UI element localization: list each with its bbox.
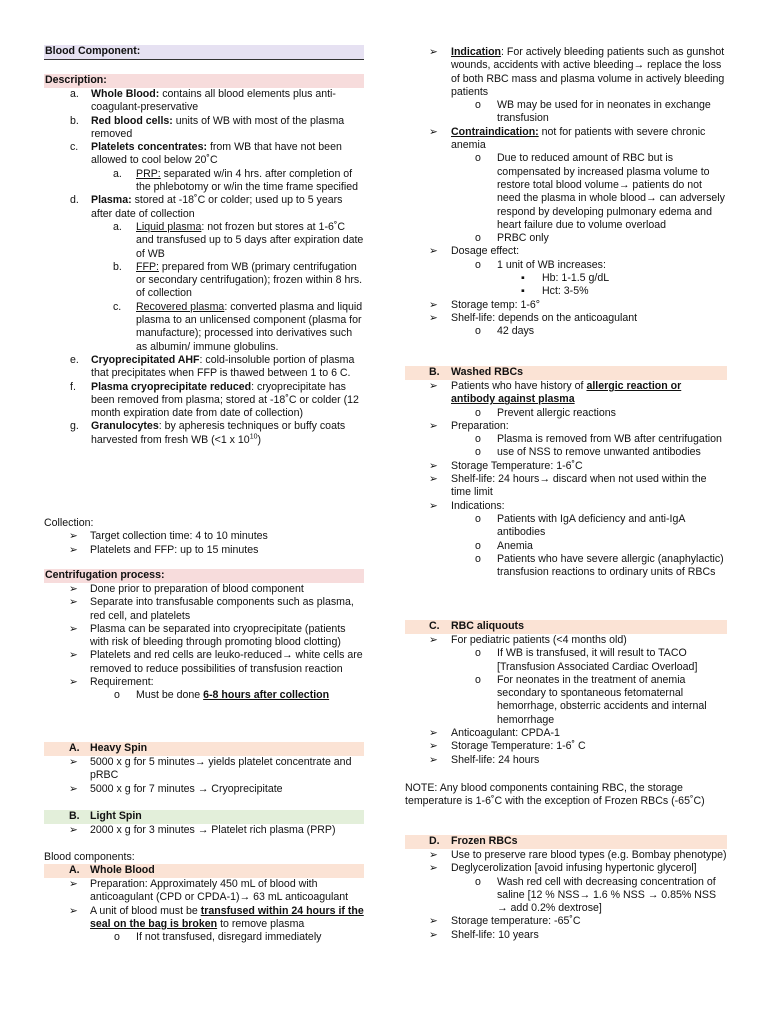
centrifugation-header: Centrifugation process:: [44, 569, 364, 583]
list-item: ➢ Target collection time: 4 to 10 minutes: [69, 530, 268, 543]
list-item: o If not transfused, disregard immediately: [114, 931, 322, 944]
list-item: o Must be done 6-8 hours after collection: [114, 689, 330, 702]
arrow-bullet-icon: ➢: [429, 419, 438, 432]
title: Blood Component:: [45, 45, 141, 57]
arrow-bullet-icon: ➢: [69, 596, 78, 609]
square-bullet-icon: ▪: [521, 272, 525, 285]
light-spin-header: B. Light Spin: [44, 810, 364, 824]
circle-bullet-icon: o: [475, 99, 481, 112]
circle-bullet-icon: o: [475, 875, 481, 888]
list-item: e. Cryoprecipitated AHF: cold-insoluble portion of plasma that precipitates when FFP is thawed between 1 to 6 C.: [70, 353, 355, 380]
circle-bullet-icon: o: [475, 673, 481, 686]
arrow-bullet-icon: ➢: [429, 727, 438, 740]
list-item: ➢ Shelf-life: depends on the anticoagulant: [429, 311, 638, 324]
list-item: ➢ Contraindication: not for patients with severe chronic anemia: [429, 125, 706, 152]
circle-bullet-icon: o: [475, 647, 481, 660]
list-item: ➢ Indications:: [429, 499, 505, 512]
list-item: o Anemia: [475, 539, 533, 552]
list-item: o 42 days: [475, 325, 535, 338]
arrow-bullet-icon: ➢: [429, 380, 438, 392]
list-item: o 1 unit of WB increases:: [475, 258, 606, 271]
list-item: a. Liquid plasma: not frozen but stores at 1-6˚C and transfused up to 5 days after expiration date of WB: [113, 220, 364, 260]
list-item: ➢ Shelf-life: 10 years: [429, 928, 539, 941]
list-item: o Wash red cell with decreasing concentration of saline [12 % NSS→ 1.6 % NSS → 0.85% NSS → add 0.2% dextrose]: [475, 875, 717, 915]
circle-bullet-icon: o: [475, 325, 481, 338]
list-item: o Patients with IgA deficiency and anti-IgA antibodies: [475, 512, 685, 539]
list-item: ➢ Storage Temperature: 1-6˚ C: [429, 740, 586, 753]
list-item: ➢ 2000 x g for 3 minutes → Platelet rich plasma (PRP): [69, 824, 336, 836]
circle-bullet-icon: o: [475, 539, 481, 552]
list-item: ➢ 5000 x g for 5 minutes→ yields platelet concentrate and pRBC: [69, 756, 352, 782]
list-item: ➢ Done prior to preparation of blood component: [69, 583, 304, 595]
list-item: ➢ Platelets and red cells are leuko-reduced→ white cells are removed to reduce possibilities of transfusion reaction: [69, 649, 363, 675]
arrow-bullet-icon: ➢: [429, 311, 438, 324]
arrow-bullet-icon: ➢: [429, 46, 438, 58]
arrow-bullet-icon: ➢: [69, 583, 78, 595]
arrow-bullet-icon: ➢: [69, 824, 78, 836]
arrow-bullet-icon: ➢: [69, 622, 78, 635]
arrow-bullet-icon: ➢: [69, 649, 78, 662]
list-item: ➢ Plasma can be separated into cryoprecipitate (patients with risk of bleeding through promoting blood clotting): [69, 622, 346, 649]
list-item: ▪ Hb: 1-1.5 g/dL: [521, 272, 610, 285]
circle-bullet-icon: o: [475, 406, 481, 419]
list-item: o Prevent allergic reactions: [475, 406, 616, 419]
list-item: o If WB is transfused, it will result to TACO [Transfusion Associated Cardiac Overload]: [475, 647, 698, 673]
list-item: a. PRP: separated w/in 4 hrs. after completion of the phlebotomy or w/in the time frame specified: [113, 167, 358, 194]
list-item: o For neonates in the treatment of anemia secondary to spontaneous fetomaternal hemorrhage, obsterric accidents and internal hemorrhage: [475, 673, 707, 726]
list-item: g. Granulocytes: by apheresis techniques or buffy coats harvested from fresh WB (<1 x $10^{10}$): [70, 420, 346, 446]
heavy-spin-list: [44, 756, 364, 796]
list-item: o use of NSS to remove unwanted antibodies: [475, 446, 701, 459]
heavy-spin-header: A. Heavy Spin: [44, 742, 364, 756]
list-item: ➢ Preparation: Approximately 450 mL of blood with anticoagulant (CPD or CPDA-1)→ 63 mL anticoagulant: [69, 878, 349, 904]
whole-blood-continued: [405, 46, 727, 339]
whole-blood-list: [44, 878, 364, 944]
square-bullet-icon: ▪: [521, 285, 525, 298]
circle-bullet-icon: o: [475, 152, 481, 165]
list-item: f. Plasma cryoprecipitate reduced: cryoprecipitate has been removed from plasma; stored at -18˚C or colder (12 month expiration date from date of collection): [70, 380, 359, 420]
arrow-bullet-icon: ➢: [429, 473, 438, 486]
arrow-bullet-icon: ➢: [429, 862, 438, 875]
arrow-bullet-icon: ➢: [429, 634, 438, 646]
arrow-bullet-icon: ➢: [69, 904, 78, 917]
list-item: ➢ 5000 x g for 7 minutes → Cryoprecipitate: [69, 782, 283, 795]
centrifugation-list: [44, 583, 364, 703]
list-item: c. Platelets concentrates: from WB that have not been allowed to cool below 20˚C: [70, 141, 342, 167]
circle-bullet-icon: o: [475, 446, 481, 459]
collection-label: Collection:: [44, 517, 94, 529]
circle-bullet-icon: o: [475, 232, 481, 245]
list-item: d. Plasma: stored at -18˚C or colder; used up to 5 years after date of collection: [70, 194, 343, 220]
description-list: [44, 88, 364, 447]
list-item: ➢ Storage temperature: -65˚C: [429, 915, 581, 928]
circle-bullet-icon: o: [114, 689, 120, 702]
arrow-bullet-icon: ➢: [429, 849, 438, 861]
arrow-bullet-icon: ➢: [429, 740, 438, 753]
list-item: ➢ Use to preserve rare blood types (e.g. Bombay phenotype): [429, 849, 727, 861]
circle-bullet-icon: o: [475, 258, 481, 271]
arrow-bullet-icon: ➢: [69, 756, 78, 768]
list-item: ➢ Preparation:: [429, 419, 509, 432]
list-item: ➢ Patients who have history of allergic reaction or antibody against plasma: [429, 380, 682, 406]
arrow-bullet-icon: ➢: [69, 878, 78, 890]
collection-section: [44, 517, 364, 557]
arrow-bullet-icon: ➢: [429, 499, 438, 512]
arrow-bullet-icon: ➢: [69, 530, 78, 543]
whole-blood-header: A. Whole Blood: [44, 864, 364, 878]
list-item: ➢ Storage temp: 1-6°: [429, 298, 541, 311]
circle-bullet-icon: o: [475, 433, 481, 446]
list-item: o Patients who have severe allergic (anaphylactic) transfusion reactions to ordinary units of RBCs: [475, 552, 724, 579]
list-item: ➢ Dosage effect:: [429, 245, 520, 258]
list-item: ➢ Platelets and FFP: up to 15 minutes: [69, 543, 259, 556]
list-item: a. Whole Blood: contains all blood elements plus anti-coagulant-preservative: [70, 88, 336, 114]
list-item: b. Red blood cells: units of WB with most of the plasma removed: [70, 114, 345, 140]
list-item: ➢ Shelf-life: 24 hours→ discard when not used within the time limit: [429, 473, 707, 499]
list-item: ➢ Storage Temperature: 1-6˚C: [429, 459, 583, 472]
rbc-aliquots-header: C. RBC aliquouts: [405, 620, 727, 634]
rbc-aliquots-list: [405, 634, 727, 767]
arrow-bullet-icon: ➢: [429, 753, 438, 766]
arrow-bullet-icon: ➢: [429, 245, 438, 258]
light-spin-list: [44, 824, 364, 837]
description-header: Description:: [44, 74, 364, 88]
list-item: o WB may be used for in neonates in exchange transfusion: [475, 99, 711, 125]
list-item: ➢ Shelf-life: 24 hours: [429, 753, 540, 766]
circle-bullet-icon: o: [475, 552, 481, 565]
arrow-bullet-icon: ➢: [69, 543, 78, 556]
circle-bullet-icon: o: [114, 931, 120, 944]
list-item: o Plasma is removed from WB after centrifugation: [475, 433, 722, 446]
arrow-bullet-icon: ➢: [69, 782, 78, 795]
list-item: o PRBC only: [475, 232, 549, 245]
list-item: c. Recovered plasma: converted plasma and liquid plasma to an unlicensed component (plasma for manufacture); processed into derivatives such as albumin/ immune globulins.: [113, 300, 363, 353]
arrow-bullet-icon: ➢: [429, 915, 438, 928]
washed-rbc-header: B. Washed RBCs: [405, 366, 727, 380]
list-item: o Due to reduced amount of RBC but is compensated by increased plasma volume to restore total blood volume→ patients do not need the plasma in whole blood→ can adversely respond by developing pulmonary edema and heart failure due to volume overload: [475, 152, 725, 231]
arrow-bullet-icon: ➢: [429, 459, 438, 472]
arrow-bullet-icon: ➢: [429, 298, 438, 311]
frozen-rbc-header: D. Frozen RBCs: [405, 835, 727, 849]
list-item: ➢ Requirement:: [69, 676, 154, 689]
list-item: ➢ A unit of blood must be transfused within 24 hours if the seal on the bag is broken to remove plasma: [69, 904, 364, 930]
list-item: ➢ For pediatric patients (<4 months old): [429, 634, 627, 646]
washed-rbc-list: [405, 380, 727, 579]
list-item: ➢ Indication: For actively bleeding patients such as gunshot wounds, accidents with active bleeding→ replace the loss of both RBC mass and plasma volume in actively bleeding patients: [429, 46, 725, 98]
list-item: b. FFP: prepared from WB (primary centrifugation or secondary centrifugation); frozen within 8 hrs. of collection: [113, 260, 363, 300]
list-item: ➢ Separate into transfusable components such as plasma, red cell, and platelets: [69, 596, 354, 622]
circle-bullet-icon: o: [475, 512, 481, 525]
title-bar: [44, 45, 364, 60]
components-label: Blood components:: [44, 851, 135, 863]
arrow-bullet-icon: ➢: [69, 676, 78, 689]
arrow-bullet-icon: ➢: [429, 125, 438, 138]
frozen-rbc-list: [405, 849, 727, 942]
list-item: ➢ Deglycerolization [avoid infusing hypertonic glycerol]: [429, 862, 697, 875]
arrow-bullet-icon: ➢: [429, 928, 438, 941]
list-item: ▪ Hct: 3-5%: [521, 285, 589, 298]
list-item: ➢ Anticoagulant: CPDA-1: [429, 727, 560, 740]
storage-note: NOTE: Any blood components containing RBC, the storage temperature is 1-6˚C with the exception of Frozen RBCs (-65˚C): [405, 782, 705, 808]
